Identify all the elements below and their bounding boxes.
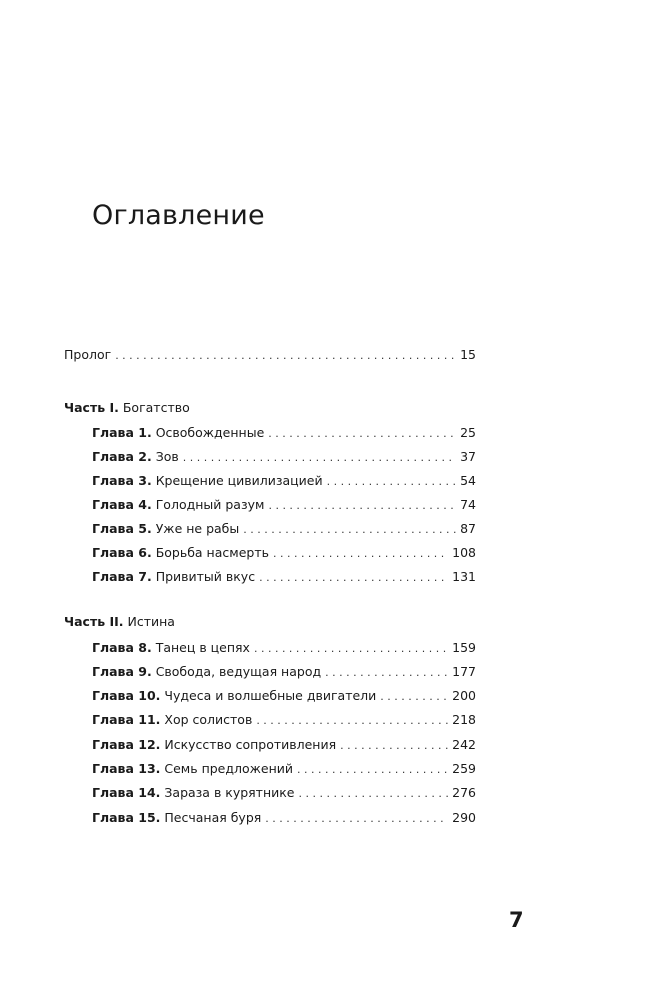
toc-page-number: 108 xyxy=(452,545,476,560)
toc-page-number: 15 xyxy=(460,347,476,362)
part-prefix: Часть I. xyxy=(64,400,119,415)
toc-entry-chapter-5[interactable] xyxy=(92,521,476,538)
toc-entry-chapter-10[interactable] xyxy=(92,688,476,705)
page-number: 7 xyxy=(509,908,524,932)
toc-entry-chapter-12[interactable] xyxy=(92,737,476,754)
chapter-title: Чудеса и волшебные двигатели xyxy=(164,688,377,703)
toc-entry-chapter-9[interactable] xyxy=(92,664,476,681)
part-prefix: Часть II. xyxy=(64,614,124,629)
chapter-title: Зараза в курятнике xyxy=(164,785,295,800)
chapter-prefix: Глава 5. xyxy=(92,521,152,536)
toc-entry-chapter-13[interactable] xyxy=(92,761,476,778)
chapter-title: Искусство сопротивления xyxy=(164,737,337,752)
toc-entry-chapter-3[interactable] xyxy=(92,473,476,490)
chapter-title: Крещение цивилизацией xyxy=(155,473,323,488)
chapter-title: Свобода, ведущая народ xyxy=(155,664,322,679)
toc-entry-chapter-8[interactable] xyxy=(92,640,476,657)
toc-page-number: 54 xyxy=(460,473,476,488)
dot-leader xyxy=(256,713,448,729)
dot-leader xyxy=(268,426,456,442)
toc-page-number: 242 xyxy=(452,737,476,752)
chapter-prefix: Глава 4. xyxy=(92,497,152,512)
part-heading-1[interactable] xyxy=(64,400,190,416)
dot-leader xyxy=(243,522,456,538)
dot-leader xyxy=(115,348,456,364)
toc-page-number: 159 xyxy=(452,640,476,655)
toc-entry-prologue[interactable] xyxy=(64,347,476,364)
dot-leader xyxy=(340,738,448,754)
dot-leader xyxy=(268,498,456,514)
dot-leader xyxy=(259,570,448,586)
toc-page-number: 177 xyxy=(452,664,476,679)
chapter-prefix: Глава 7. xyxy=(92,569,152,584)
chapter-prefix: Глава 10. xyxy=(92,688,161,703)
chapter-title: Голодный разум xyxy=(155,497,265,512)
dot-leader xyxy=(297,762,448,778)
chapter-prefix: Глава 11. xyxy=(92,712,161,727)
dot-leader xyxy=(183,450,456,466)
chapter-prefix: Глава 8. xyxy=(92,640,152,655)
toc-page-number: 74 xyxy=(460,497,476,512)
dot-leader xyxy=(273,546,448,562)
toc-entry-label: Пролог xyxy=(64,347,112,362)
chapter-title: Зов xyxy=(155,449,179,464)
part-name: Истина xyxy=(127,614,175,629)
chapter-prefix: Глава 2. xyxy=(92,449,152,464)
dot-leader xyxy=(325,665,448,681)
toc-entry-chapter-7[interactable] xyxy=(92,569,476,586)
toc-entry-chapter-4[interactable] xyxy=(92,497,476,514)
toc-page-number: 131 xyxy=(452,569,476,584)
toc-entry-chapter-6[interactable] xyxy=(92,545,476,562)
chapter-title: Семь предложений xyxy=(164,761,294,776)
dot-leader xyxy=(380,689,448,705)
chapter-title: Уже не рабы xyxy=(155,521,240,536)
toc-entry-chapter-14[interactable] xyxy=(92,785,476,802)
toc-page-number: 218 xyxy=(452,712,476,727)
dot-leader xyxy=(265,811,448,827)
chapter-prefix: Глава 6. xyxy=(92,545,152,560)
chapter-prefix: Глава 3. xyxy=(92,473,152,488)
chapter-title: Танец в цепях xyxy=(155,640,250,655)
toc-page-number: 259 xyxy=(452,761,476,776)
toc-page-number: 87 xyxy=(460,521,476,536)
chapter-prefix: Глава 9. xyxy=(92,664,152,679)
chapter-title: Хор солистов xyxy=(164,712,253,727)
toc-page-number: 276 xyxy=(452,785,476,800)
part-heading-2[interactable] xyxy=(64,614,175,630)
chapter-title: Освобожденные xyxy=(155,425,265,440)
dot-leader xyxy=(327,474,456,490)
toc-entry-chapter-2[interactable] xyxy=(92,449,476,466)
toc-page-number: 200 xyxy=(452,688,476,703)
toc-page-number: 290 xyxy=(452,810,476,825)
toc-page-number: 25 xyxy=(460,425,476,440)
toc-entry-chapter-11[interactable] xyxy=(92,712,476,729)
chapter-title: Песчаная буря xyxy=(164,810,262,825)
dot-leader xyxy=(299,786,449,802)
chapter-prefix: Глава 13. xyxy=(92,761,161,776)
chapter-title: Борьба насмерть xyxy=(155,545,269,560)
toc-entry-chapter-15[interactable] xyxy=(92,810,476,827)
chapter-prefix: Глава 15. xyxy=(92,810,161,825)
toc-entry-chapter-1[interactable] xyxy=(92,425,476,442)
dot-leader xyxy=(254,641,448,657)
toc-page-number: 37 xyxy=(460,449,476,464)
chapter-prefix: Глава 12. xyxy=(92,737,161,752)
part-name: Богатство xyxy=(122,400,190,415)
chapter-title: Привитый вкус xyxy=(155,569,256,584)
chapter-prefix: Глава 14. xyxy=(92,785,161,800)
chapter-prefix: Глава 1. xyxy=(92,425,152,440)
page-title: Оглавление xyxy=(92,200,265,231)
